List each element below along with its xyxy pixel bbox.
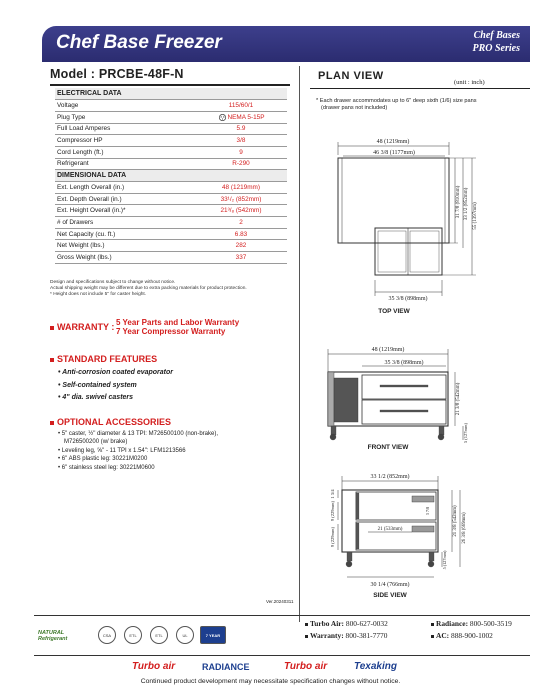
top-dim-width: 48 (1219mm) — [376, 139, 410, 145]
table-row — [55, 158, 287, 170]
contact-phone: 800-500-3519 — [469, 619, 512, 628]
list-item: • 4" dia. swivel casters — [58, 394, 134, 401]
accessory-text: 6" ABS plastic leg: 30221M0200 — [61, 456, 148, 463]
model-underline — [50, 84, 290, 86]
plan-note-line-1: * Each drawer accommodates up to 6" deep sixth (1/6) size pans — [316, 98, 477, 104]
list-item: • 6" ABS plastic leg: 30221M0200 — [58, 456, 148, 463]
feature-text: Self-contained system — [62, 381, 137, 389]
version-label: Ver.20240311 — [266, 599, 294, 604]
natural-refrigerant-badge — [38, 630, 67, 642]
top-dim-depth2: 33 1/2 (852mm) — [464, 187, 469, 221]
spec-value: 6.83 — [195, 228, 287, 240]
bullet-square-icon — [50, 358, 54, 362]
contact-ac — [431, 630, 512, 642]
warranty-text — [116, 318, 239, 336]
front-dim-inner: 35 3/8 (898mm) — [384, 360, 424, 366]
top-dim-inner: 46 3/8 (1177mm) — [373, 150, 415, 156]
csa-cert-icon: CSA — [98, 626, 116, 644]
contact-turbo-air — [305, 618, 388, 630]
side-dim-gap: 3 7/8 — [425, 506, 430, 516]
plan-view-unit: (unit : inch) — [454, 79, 485, 86]
contact-label: AC: — [436, 631, 450, 640]
dimensional-heading: DIMENSIONAL DATA — [55, 170, 287, 182]
spec-label: Cord Length (ft.) — [55, 146, 195, 158]
contact-col-2 — [431, 618, 512, 642]
page-title: Chef Base Freezer — [56, 32, 222, 53]
spec-value: 282 — [195, 240, 287, 252]
accessory-text: M726500200 (w/ brake) — [64, 439, 128, 446]
contact-block — [305, 618, 512, 642]
texaking-logo: Texaking — [354, 661, 397, 672]
spec-label: Gross Weight (lbs.) — [55, 252, 195, 264]
table-row — [55, 146, 287, 158]
top-dim-depth3: 55 (1397mm) — [473, 202, 478, 230]
bullet-square-icon — [305, 635, 308, 638]
contact-phone: 888-900-1002 — [451, 631, 493, 640]
natural-line-2: Refrigerant — [38, 636, 68, 642]
bullet-square-icon — [431, 635, 434, 638]
plug-type-value: NEMA 5-15P — [227, 113, 265, 121]
front-dim-height: 21 3/8 (542mm) — [456, 382, 461, 416]
footer-disclaimer: Continued product development may necessitate specification changes without notice. — [140, 678, 401, 685]
spec-label: Plug Type — [55, 111, 195, 123]
spec-label: Net Weight (lbs.) — [55, 240, 195, 252]
front-dim-width: 48 (1219mm) — [371, 347, 405, 353]
bullet-square-icon — [431, 623, 434, 626]
side-dim-height2: 26 3/8 (669mm) — [462, 512, 467, 544]
bullet-square-icon — [50, 326, 54, 330]
series-line-1: Chef Bases — [473, 30, 520, 41]
plan-view-note — [316, 98, 528, 112]
table-row — [55, 193, 287, 205]
top-dim-bottom: 35 3/8 (898mm) — [388, 296, 428, 302]
list-item: • 5" caster, ½" diameter & 13 TPI: M726500100 (non-brake), — [58, 431, 219, 437]
etl-cert-icon: ETL — [124, 626, 142, 644]
spec-value-plug — [195, 111, 287, 123]
series-label — [473, 29, 521, 55]
spec-note-2: Actual shipping weight may be different due to extra packing materials for product protection. — [50, 286, 247, 291]
front-view-label: FRONT VIEW — [367, 444, 409, 451]
accessory-text: 6" stainless steel leg: 30221M0600 — [61, 464, 155, 471]
brand-logos — [132, 661, 432, 675]
warranty-line-1: 5 Year Parts and Labor Warranty — [116, 318, 240, 327]
warranty-line-2: 7 Year Compressor Warranty — [116, 327, 226, 336]
spec-value: 33¹/₂ (852mm) — [195, 193, 287, 205]
warranty-label: WARRANTY : — [57, 322, 115, 332]
contact-phone: 800-381-7770 — [345, 631, 388, 640]
spec-label: Ext. Height Overall (in.)* — [55, 205, 195, 217]
table-row — [55, 217, 287, 229]
front-dim-caster: 5 (127mm) — [463, 422, 468, 444]
dimensional-heading-row — [55, 170, 287, 182]
contact-label: Turbo Air: — [310, 619, 345, 628]
top-dim-depth1: 31 7/8 (810mm) — [456, 185, 461, 219]
plan-view-title: PLAN VIEW — [318, 70, 384, 82]
electrical-heading: ELECTRICAL DATA — [55, 88, 287, 100]
spec-note-3: * Height does not include 5" for caster height. — [50, 292, 147, 297]
series-line-2: PRO Series — [472, 43, 520, 54]
spec-label: # of Drawers — [55, 217, 195, 229]
turbo-air-logo-2: Turbo air — [284, 661, 328, 672]
spec-label: Full Load Amperes — [55, 123, 195, 135]
warranty-label-wrap — [50, 322, 114, 332]
table-row — [55, 123, 287, 135]
plan-drawings — [300, 130, 541, 620]
standard-features-list — [58, 367, 173, 405]
table-row — [55, 205, 287, 217]
spec-label: Ext. Depth Overall (in.) — [55, 193, 195, 205]
standard-features-heading: STANDARD FEATURES — [57, 354, 158, 364]
contact-label: Warranty: — [310, 631, 344, 640]
side-dim-base: 30 1/4 (766mm) — [370, 582, 410, 588]
spec-label: Ext. Length Overall (in.) — [55, 182, 195, 194]
plan-note-line-2: (drawer pans not included) — [321, 105, 388, 111]
natural-line-1: NATURAL — [38, 630, 65, 636]
side-dim-depth: 33 1/2 (852mm) — [370, 474, 410, 480]
spec-value: 21³/₈ (542mm) — [195, 205, 287, 217]
spec-value: 115/60/1 — [195, 100, 287, 112]
table-row — [55, 182, 287, 194]
feature-text: 4" dia. swivel casters — [62, 394, 134, 401]
accessory-text: Leveling leg, ⅝" - 11 TPI x 1.54": LFM1213566 — [61, 447, 186, 454]
side-dim-drawer1: 9 (229mm) — [330, 500, 335, 522]
optional-accessories-heading: OPTIONAL ACCESSORIES — [57, 417, 172, 427]
side-dim-caster: 5 (127mm) — [442, 550, 447, 570]
seven-year-badge-icon: 7 YEAR — [200, 626, 226, 644]
top-view-label: TOP VIEW — [378, 308, 410, 315]
table-row — [55, 252, 287, 264]
spec-label: Net Capacity (cu. ft.) — [55, 228, 195, 240]
contact-phone: 800-627-0032 — [345, 619, 388, 628]
side-dim-drawer2: 9 (229mm) — [330, 526, 335, 548]
standard-features-heading-wrap — [50, 354, 157, 364]
certification-row — [36, 622, 296, 652]
contact-radiance — [431, 618, 512, 630]
spec-table — [55, 88, 287, 264]
list-item: • Anti-corrosion coated evaporator — [58, 369, 173, 376]
contact-warranty — [305, 630, 388, 642]
spec-value: 9 — [195, 146, 287, 158]
list-item: • Leveling leg, ⅝" - 11 TPI x 1.54": LFM1213566 — [58, 447, 186, 454]
etl-sanitation-cert-icon: ETL — [150, 626, 168, 644]
plug-icon — [218, 114, 227, 121]
spec-note-1: Design and specifications subject to change without notice. — [50, 280, 176, 285]
bullet-square-icon — [50, 421, 54, 425]
ul-cert-icon: UL — [176, 626, 194, 644]
electrical-heading-row — [55, 88, 287, 100]
spec-label: Voltage — [55, 100, 195, 112]
table-row — [55, 111, 287, 123]
optional-accessories-heading-wrap — [50, 417, 171, 427]
bullet-square-icon — [305, 623, 308, 626]
model-title: Model : PRCBE-48F-N — [50, 67, 184, 81]
optional-accessories-list — [58, 430, 218, 472]
spec-value: R-290 — [195, 158, 287, 170]
feature-text: Anti-corrosion coated evaporator — [62, 369, 173, 376]
contact-label: Radiance: — [436, 619, 469, 628]
spec-value: 2 — [195, 217, 287, 229]
spec-value: 5.9 — [195, 123, 287, 135]
spec-value: 3/8 — [195, 135, 287, 147]
table-row — [55, 100, 287, 112]
side-dim-pan: 21 (533mm) — [377, 527, 403, 532]
accessory-text: 5" caster, ½" diameter & 13 TPI: M726500100 (non-brake), — [61, 431, 219, 437]
list-item-continued — [58, 438, 218, 446]
table-row — [55, 228, 287, 240]
side-view-label: SIDE VIEW — [373, 592, 407, 599]
table-row — [55, 135, 287, 147]
spec-value: 337 — [195, 252, 287, 264]
table-row — [55, 240, 287, 252]
list-item: • Self-contained system — [58, 381, 137, 389]
spec-value: 48 (1219mm) — [195, 182, 287, 194]
radiance-logo: RADIANCE — [202, 662, 250, 672]
spec-label: Refrigerant — [55, 158, 195, 170]
turbo-air-logo: Turbo air — [132, 661, 176, 672]
side-dim-top: 1 3/4 — [330, 489, 335, 499]
side-dim-height1: 21 3/8 (542mm) — [453, 505, 458, 537]
header-banner — [42, 26, 530, 62]
plan-view-underline — [310, 88, 530, 89]
spec-label: Compressor HP — [55, 135, 195, 147]
list-item: • 6" stainless steel leg: 30221M0600 — [58, 464, 155, 471]
